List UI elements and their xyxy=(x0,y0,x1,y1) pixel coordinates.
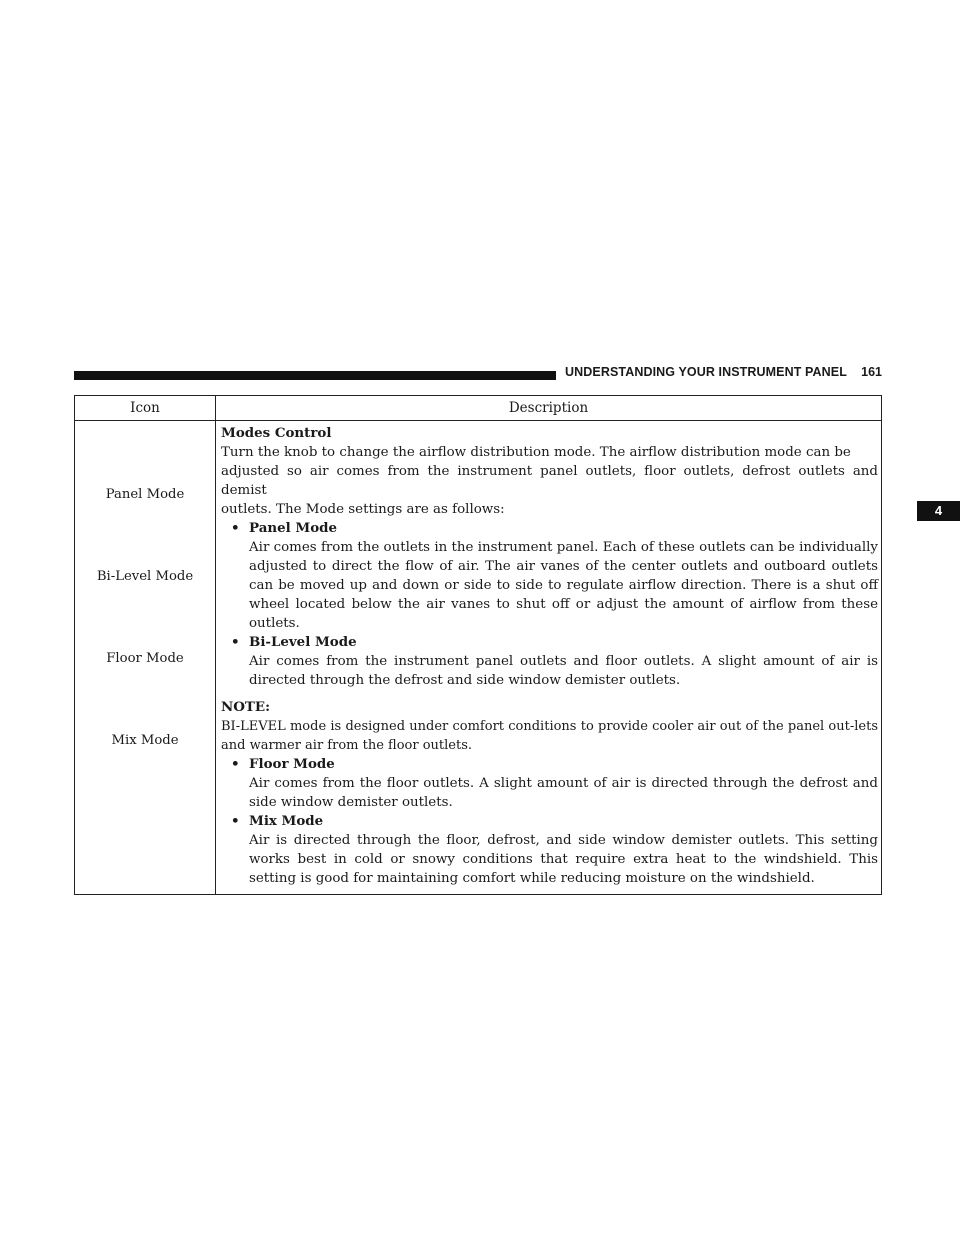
icon-cell xyxy=(75,421,216,895)
column-header-icon: Icon xyxy=(75,396,216,421)
bullet-icon: • xyxy=(231,520,240,536)
chapter-tab: 4 xyxy=(917,501,960,521)
bullet-title: Mix Mode xyxy=(249,813,324,829)
intro-line-3: outlets. The Mode settings are as follows: xyxy=(221,502,505,517)
description-heading: Modes Control xyxy=(221,425,332,441)
intro-line-1: Turn the knob to change the airflow distribution mode. The airflow distribution mode can be xyxy=(221,445,851,460)
bullet-text: Air comes from the outlets in the instrument panel. Each of these outlets can be individually adjusted to direct the flow of air. The air vanes of the center outlets and outboard outlets can be moved up and down or side to side to regulate airflow direction. There is a shut off wheel located below the air vanes to shut off or adjust the amount of airflow from these outlets. xyxy=(249,540,878,631)
icon-label-bi-level-mode: Bi-Level Mode xyxy=(96,569,194,584)
bullet-item-mix-mode xyxy=(221,812,878,888)
note-label: NOTE: xyxy=(221,699,271,715)
bullet-text: Air is directed through the floor, defrost, and side window demister outlets. This setting works best in cold or snowy conditions that require extra heat to the windshield. This setting is good for maintaining comfort while reducing moisture on the windshield. xyxy=(249,833,878,886)
bullet-item-bi-level-mode xyxy=(221,633,878,690)
icon-label-floor-mode: Floor Mode xyxy=(106,651,184,666)
table-header-row xyxy=(75,396,882,421)
note-text: BI-LEVEL mode is designed under comfort conditions to provide cooler air out of the panel out-lets and warmer air from the floor outlets. xyxy=(221,719,878,753)
bullet-title: Panel Mode xyxy=(249,520,338,536)
bullet-text: Air comes from the floor outlets. A slight amount of air is directed through the defrost and side window demister outlets. xyxy=(249,776,878,810)
intro-line-2: adjusted so air comes from the instrument panel outlets, floor outlets, defrost outlets and demist xyxy=(221,464,878,498)
table-row xyxy=(75,421,882,895)
bullet-title: Floor Mode xyxy=(249,756,335,772)
bullet-icon: • xyxy=(231,756,240,772)
section-title: UNDERSTANDING YOUR INSTRUMENT PANEL xyxy=(565,365,847,379)
icon-label-panel-mode: Panel Mode xyxy=(105,487,185,502)
bullet-item-panel-mode xyxy=(221,519,878,633)
modes-table xyxy=(74,395,882,895)
bullet-title: Bi-Level Mode xyxy=(249,634,357,650)
bullet-icon: • xyxy=(231,634,240,650)
bullet-icon: • xyxy=(231,813,240,829)
bullet-text: Air comes from the instrument panel outlets and floor outlets. A slight amount of air is directed through the defrost and side window demister outlets. xyxy=(249,654,878,688)
column-header-description: Description xyxy=(216,396,882,421)
icon-label-mix-mode: Mix Mode xyxy=(111,733,179,748)
description-cell xyxy=(216,421,882,895)
page-header xyxy=(74,364,882,386)
bullet-item-floor-mode xyxy=(221,755,878,812)
page-number: 161 xyxy=(861,365,882,379)
header-rule xyxy=(74,371,556,380)
